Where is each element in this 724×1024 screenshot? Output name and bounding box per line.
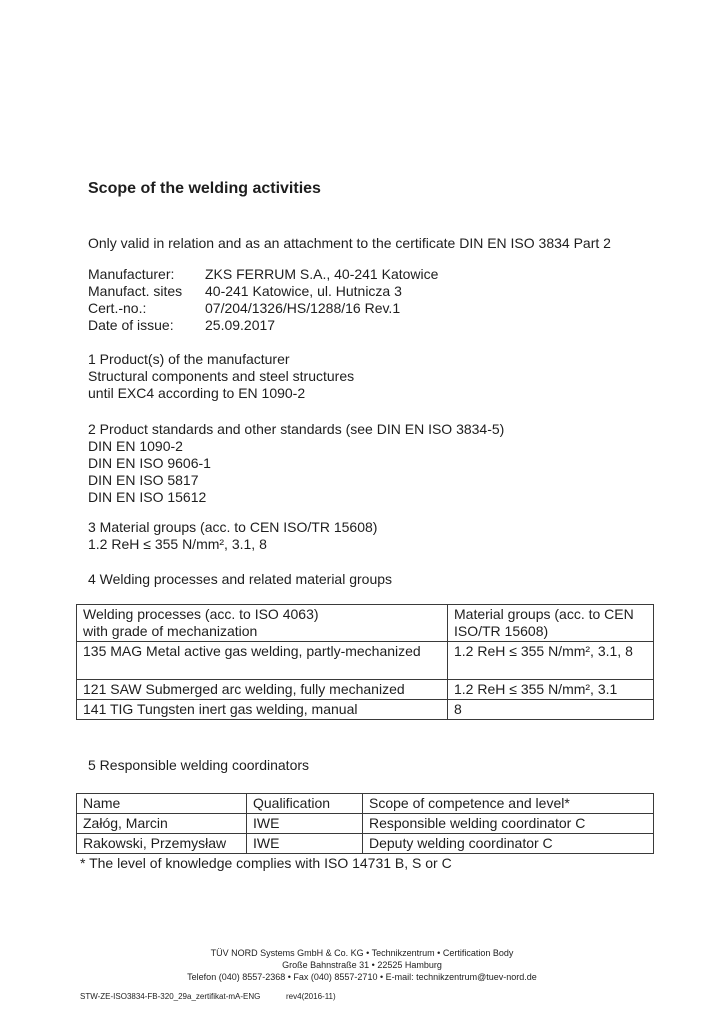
section-coordinators-heading <box>88 757 309 774</box>
table-cell: 1.2 ReH ≤ 355 N/mm², 3.1, 8 <box>448 642 654 680</box>
welding-processes-table <box>76 604 654 720</box>
info-row-cert <box>88 300 438 317</box>
section-heading: 3 Material groups (acc. to CEN ISO/TR 15608) <box>88 519 378 535</box>
info-block <box>88 266 438 334</box>
info-label: Cert.-no.: <box>88 300 147 316</box>
header-line: Welding processes (acc. to ISO 4063) <box>83 606 319 622</box>
section-line: DIN EN ISO 5817 <box>88 472 199 488</box>
info-value: 40-241 Katowice, ul. Hutnicza 3 <box>205 283 402 299</box>
section-line: 1.2 ReH ≤ 355 N/mm², 3.1, 8 <box>88 536 267 552</box>
table-header-cell: Name <box>77 794 247 814</box>
section-heading: 4 Welding processes and related material groups <box>88 571 393 587</box>
table-header-row <box>77 605 654 642</box>
info-label: Manufacturer: <box>88 266 175 282</box>
footer-line: Große Bahnstraße 31 • 22525 Hamburg <box>282 960 442 970</box>
section-products <box>88 351 354 402</box>
info-row-manufacturer <box>88 266 438 283</box>
table-row <box>77 642 654 680</box>
section-material-groups <box>88 519 377 553</box>
revision-label: rev4(2016-11) <box>286 992 336 1001</box>
section-welding-heading <box>88 571 392 588</box>
table-row <box>77 814 654 834</box>
document-code: STW-ZE-ISO3834-FB-320_29a_zertifikat-mA-ENG <box>80 992 261 1001</box>
table-cell: Załóg, Marcin <box>77 814 247 834</box>
table-header-cell: Qualification <box>247 794 363 814</box>
table-row <box>77 700 654 720</box>
footer-line: Telefon (040) 8557-2368 • Fax (040) 8557-2710 • E-mail: technikzentrum@tuev-nord.de <box>187 972 537 982</box>
section-heading: 1 Product(s) of the manufacturer <box>88 351 290 367</box>
table-cell: 1.2 ReH ≤ 355 N/mm², 3.1 <box>448 680 654 700</box>
info-label: Manufact. sites <box>88 283 183 299</box>
table-row <box>77 834 654 854</box>
info-label: Date of issue: <box>88 317 174 333</box>
table-cell: Responsible welding coordinator C <box>363 814 654 834</box>
table-cell: IWE <box>247 814 363 834</box>
table-header-cell: Scope of competence and level* <box>363 794 654 814</box>
page-title: Scope of the welding activities <box>88 180 321 197</box>
section-line: DIN EN ISO 9606-1 <box>88 455 211 471</box>
intro-text: Only valid in relation and as an attachment to the certificate DIN EN ISO 3834 Part 2 <box>88 235 611 251</box>
table-cell: Deputy welding coordinator C <box>363 834 654 854</box>
header-line: ISO/TR 15608) <box>454 623 549 639</box>
coordinators-table <box>76 793 654 854</box>
table-header-cell <box>448 605 654 642</box>
info-row-sites <box>88 283 438 300</box>
footer-line: TÜV NORD Systems GmbH & Co. KG • Technikzentrum • Certification Body <box>210 948 514 958</box>
header-line: with grade of mechanization <box>83 623 258 639</box>
table-cell: Rakowski, Przemysław <box>77 834 247 854</box>
table-cell: 141 TIG Tungsten inert gas welding, manual <box>77 700 448 720</box>
section-standards <box>88 421 504 506</box>
table-header-cell <box>77 605 448 642</box>
header-line: Material groups (acc. to CEN <box>454 606 634 622</box>
section-line: DIN EN 1090-2 <box>88 438 183 454</box>
footer <box>0 947 724 983</box>
table-cell: 121 SAW Submerged arc welding, fully mechanized <box>77 680 448 700</box>
table-row <box>77 680 654 700</box>
table-cell: IWE <box>247 834 363 854</box>
footnote: * The level of knowledge complies with ISO 14731 B, S or C <box>80 855 452 871</box>
info-value: ZKS FERRUM S.A., 40-241 Katowice <box>205 266 439 282</box>
info-value: 07/204/1326/HS/1288/16 Rev.1 <box>205 300 401 316</box>
table-cell: 8 <box>448 700 654 720</box>
table-header-row <box>77 794 654 814</box>
table-cell: 135 MAG Metal active gas welding, partly-mechanized <box>77 642 448 680</box>
info-row-date <box>88 317 438 334</box>
info-value: 25.09.2017 <box>205 317 276 333</box>
section-heading: 5 Responsible welding coordinators <box>88 757 310 773</box>
section-line: until EXC4 according to EN 1090-2 <box>88 385 306 401</box>
section-line: DIN EN ISO 15612 <box>88 489 207 505</box>
section-heading: 2 Product standards and other standards (see DIN EN ISO 3834-5) <box>88 421 505 437</box>
section-line: Structural components and steel structures <box>88 368 355 384</box>
